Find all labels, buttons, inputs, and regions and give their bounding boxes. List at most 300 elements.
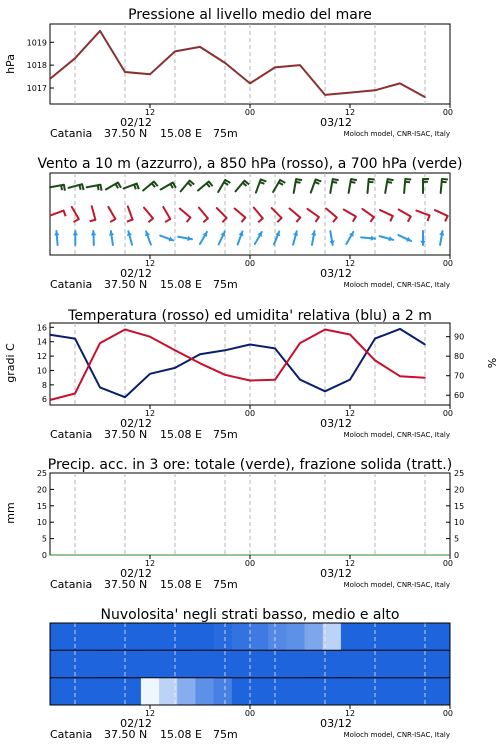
temperature-line-point — [49, 399, 51, 401]
location-elev: 75m — [213, 578, 238, 591]
pressure-frame — [50, 24, 450, 104]
cloud-cell — [377, 678, 396, 706]
wind-xticks — [145, 255, 453, 268]
wind-arrow-head — [371, 236, 375, 241]
precip-ytick-right-label: 20 — [454, 485, 465, 495]
location-lon: 15.08 E — [160, 428, 202, 441]
wind-barb — [332, 182, 337, 183]
location-elev: 75m — [213, 728, 238, 741]
wind-arrow-shaft — [272, 208, 282, 218]
model-credit: Moloch model, CNR-ISAC, Italy — [343, 581, 450, 589]
date-label: 03/12 — [320, 417, 352, 430]
cloud-cell — [432, 678, 451, 706]
humidity-line-point — [74, 338, 76, 340]
wind-barb — [170, 184, 173, 188]
wind-barb — [387, 182, 392, 183]
precip-xticks — [145, 555, 453, 568]
pressure-line — [50, 31, 425, 97]
wind-barb — [445, 216, 448, 221]
cloud-cell — [232, 623, 251, 651]
cloud-cell — [341, 623, 360, 651]
temperature-xticks — [145, 405, 453, 418]
location-elev: 75m — [213, 127, 238, 140]
x-tick-label: 12 — [344, 259, 356, 268]
location-name: Catania — [50, 728, 93, 741]
humidity-line-point — [224, 350, 226, 352]
wind-arrow-shaft — [199, 208, 208, 219]
wind-barb — [260, 182, 265, 184]
humidity-line-point — [199, 353, 201, 355]
wind-barb — [137, 184, 139, 190]
wind-barb — [315, 217, 318, 222]
cloud-cell — [86, 650, 105, 678]
wind-arrow-shaft — [435, 210, 448, 216]
cloud-cell — [177, 623, 196, 651]
cloud-cell — [123, 623, 142, 651]
cloud-cell — [105, 623, 124, 651]
humidity-ytick-label: 70 — [454, 371, 465, 381]
temperature-footer — [50, 417, 450, 441]
cloud-cell — [268, 678, 287, 706]
temperature-line-point — [374, 360, 376, 362]
wind-arrow-head — [54, 231, 59, 235]
wind-barb — [79, 185, 80, 190]
pressure-line-point — [224, 62, 226, 64]
pressure-line-point — [274, 67, 276, 69]
temperature-line-point — [399, 375, 401, 377]
cloud-cell — [286, 623, 305, 651]
x-tick-label: 00 — [244, 108, 256, 117]
wind-barb — [64, 185, 65, 191]
humidity-line-point — [174, 367, 176, 369]
cloud-cell — [268, 650, 287, 678]
wind-arrows — [50, 179, 448, 245]
location-lon: 15.08 E — [160, 278, 202, 291]
pressure-title: Pressione al livello medio del mare — [128, 7, 372, 23]
pressure-panel — [4, 7, 453, 140]
wind-barb — [296, 182, 301, 183]
cloud-title: Nuvolosita' negli strati basso, medio e alto — [100, 607, 400, 623]
temperature-grid — [75, 323, 425, 405]
temperature-line-point — [299, 342, 301, 344]
cloud-cell — [195, 623, 214, 651]
pressure-line-point — [399, 83, 401, 85]
cloud-cell — [323, 678, 342, 706]
precip-yticks — [37, 469, 54, 560]
precip-ytick-right-label: 15 — [454, 501, 465, 511]
x-tick-label: 00 — [442, 409, 453, 418]
wind-barb — [64, 211, 66, 217]
cloud-cell — [50, 623, 69, 651]
temperature-panel — [4, 308, 498, 441]
wind-barb — [224, 182, 228, 185]
cloud-cell — [68, 678, 87, 706]
cloud-cell — [286, 650, 305, 678]
wind-barb — [134, 185, 136, 190]
wind-barb — [390, 216, 393, 221]
wind-barb — [353, 217, 356, 222]
humidity-ytick-label: 60 — [454, 391, 465, 401]
wind-barb — [261, 179, 267, 181]
precip-frame — [50, 473, 450, 555]
pressure-xticks — [145, 104, 453, 117]
wind-barb — [277, 218, 281, 222]
cloud-cell — [377, 623, 396, 651]
cloud-cell — [177, 650, 196, 678]
humidity-ytick-label: 90 — [454, 332, 465, 342]
pressure-line-point — [74, 57, 76, 59]
x-tick-label: 00 — [442, 559, 453, 568]
cloud-cell — [377, 650, 396, 678]
wind-arrow-shaft — [362, 209, 373, 217]
temperature-line-point — [199, 362, 201, 364]
wind-arrow-shaft — [108, 207, 115, 219]
wind-arrow-shaft — [367, 179, 368, 193]
cloud-cell — [68, 623, 87, 651]
wind-barb — [82, 184, 84, 190]
model-credit: Moloch model, CNR-ISAC, Italy — [343, 281, 450, 289]
wind-arrow-shaft — [181, 181, 190, 192]
wind-barb — [405, 179, 411, 180]
cloud-cell — [305, 623, 324, 651]
wind-barb — [296, 217, 300, 222]
humidity-line-point — [49, 334, 51, 336]
cloud-cell — [86, 623, 105, 651]
temperature-line-point — [324, 329, 326, 331]
cloud-cell — [232, 678, 251, 706]
wind-barb — [369, 179, 375, 180]
x-tick-label: 12 — [144, 259, 156, 268]
temperature-line-point — [74, 393, 76, 395]
pressure-line-point — [199, 46, 201, 48]
wind-arrow-shaft — [143, 182, 154, 191]
wind-barb — [428, 215, 430, 221]
cloud-cell — [250, 623, 269, 651]
date-label: 02/12 — [120, 567, 152, 580]
wind-arrow-shaft — [416, 211, 429, 216]
pressure-line-point — [174, 51, 176, 53]
location-lat: 37.50 N — [104, 127, 148, 140]
wind-arrow-shaft — [180, 209, 191, 218]
wind-arrow-shaft — [218, 180, 225, 192]
location-lat: 37.50 N — [104, 278, 148, 291]
temperature-ylabel: gradi C — [4, 343, 17, 383]
pressure-ytick-label: 1019 — [26, 38, 47, 48]
wind-barb — [188, 183, 192, 186]
wind-barb — [203, 218, 208, 222]
wind-arrow-shaft — [307, 209, 318, 217]
wind-barb — [296, 179, 302, 180]
wind-grid — [75, 173, 425, 255]
cloud-cell — [195, 678, 214, 706]
temperature-ytick-label: 12 — [36, 352, 47, 362]
wind-barb — [242, 217, 246, 222]
date-label: 03/12 — [320, 717, 352, 730]
humidity-yticks — [446, 333, 464, 401]
wind-barb — [333, 217, 337, 222]
precip-ytick-right-label: 25 — [454, 469, 465, 478]
temperature-line-point — [424, 377, 426, 379]
cloud-cell — [68, 650, 87, 678]
cloud-cell — [286, 678, 305, 706]
precip-footer — [50, 567, 450, 591]
x-tick-label: 00 — [244, 709, 256, 718]
precip-yticks-right — [446, 469, 464, 560]
wind-barb — [333, 179, 339, 180]
wind-barb — [152, 183, 155, 187]
wind-arrow-shaft — [235, 209, 246, 218]
temperature-series — [49, 328, 426, 401]
pressure-ytick-label: 1018 — [26, 61, 47, 71]
precip-ytick-label: 10 — [36, 518, 47, 528]
cloud-cell — [395, 623, 414, 651]
humidity-ytick-label: 80 — [454, 352, 465, 362]
temperature-frame — [50, 323, 450, 405]
cloud-cell — [105, 650, 124, 678]
humidity-line-point — [399, 328, 401, 330]
date-label: 03/12 — [320, 116, 352, 129]
precip-ytick-label: 25 — [36, 469, 47, 478]
cloud-cell — [414, 678, 433, 706]
wind-barb — [74, 219, 79, 222]
date-label: 03/12 — [320, 567, 352, 580]
precip-ytick-right-label: 10 — [454, 518, 465, 528]
humidity-line-point — [99, 387, 101, 389]
cloud-cell — [341, 650, 360, 678]
wind-panel — [37, 156, 462, 291]
location-name: Catania — [50, 278, 93, 291]
wind-arrow-head — [91, 231, 96, 235]
location-name: Catania — [50, 578, 93, 591]
wind-barb — [100, 185, 101, 191]
x-tick-label: 00 — [442, 259, 453, 268]
cloud-cell — [214, 650, 233, 678]
cloud-cell — [305, 678, 324, 706]
wind-barb — [315, 182, 320, 184]
x-tick-label: 00 — [244, 559, 256, 568]
humidity-line-point — [374, 338, 376, 340]
cloud-cell — [395, 650, 414, 678]
humidity-line-point — [274, 348, 276, 350]
temperature-ytick-label: 16 — [36, 323, 47, 333]
humidity-line-point — [124, 396, 126, 398]
location-name: Catania — [50, 428, 93, 441]
x-tick-label: 00 — [244, 259, 256, 268]
x-tick-label: 12 — [344, 108, 356, 117]
cloud-xticks — [145, 705, 453, 718]
humidity-line-point — [349, 379, 351, 381]
pressure-line-point — [424, 96, 426, 98]
cloud-cell — [395, 678, 414, 706]
humidity-line-point — [299, 379, 301, 381]
location-lat: 37.50 N — [104, 578, 148, 591]
wind-barb — [316, 179, 322, 181]
cloud-cell — [341, 678, 360, 706]
pressure-line-point — [124, 71, 126, 73]
wind-barb — [98, 185, 99, 190]
pressure-line-point — [249, 83, 251, 85]
precip-grid — [75, 473, 425, 555]
cloud-cell — [432, 650, 451, 678]
wind-arrow-shaft — [326, 209, 337, 218]
precip-panel — [4, 457, 464, 591]
location-elev: 75m — [213, 428, 238, 441]
wind-barb — [90, 220, 96, 222]
precip-ytick-label: 20 — [36, 485, 47, 495]
cloud-cell — [105, 678, 124, 706]
wind-barb — [279, 182, 283, 185]
humidity-line-point — [149, 373, 151, 375]
x-tick-label: 12 — [144, 559, 156, 568]
precip-ytick-label: 5 — [41, 534, 47, 544]
cloud-cell — [123, 678, 142, 706]
temperature-line-point — [249, 380, 251, 382]
wind-footer — [50, 267, 450, 291]
humidity-line-point — [249, 344, 251, 346]
wind-barb — [408, 217, 411, 222]
pressure-footer — [50, 116, 450, 140]
wind-barb — [351, 182, 356, 183]
temperature-line-point — [99, 342, 101, 344]
pressure-line-point — [349, 92, 351, 94]
location-lon: 15.08 E — [160, 127, 202, 140]
pressure-series — [49, 30, 426, 98]
x-tick-label: 00 — [442, 709, 453, 718]
location-elev: 75m — [213, 278, 238, 291]
wind-arrow-shaft — [144, 208, 153, 219]
model-credit: Moloch model, CNR-ISAC, Italy — [343, 731, 450, 739]
temperature-line-point — [174, 350, 176, 352]
wind-barb — [243, 183, 247, 186]
date-label: 02/12 — [120, 267, 152, 280]
cloud-cell — [305, 650, 324, 678]
cloud-footer — [50, 717, 450, 741]
x-tick-label: 12 — [344, 559, 356, 568]
wind-barb — [110, 219, 115, 222]
x-tick-label: 12 — [144, 409, 156, 418]
pressure-grid — [75, 24, 425, 104]
temperature-line-point — [274, 379, 276, 381]
location-name: Catania — [50, 127, 93, 140]
pressure-ytick-label: 1017 — [26, 84, 47, 93]
temperature-line-point — [349, 334, 351, 336]
cloud-cell — [432, 623, 451, 651]
wind-barb — [127, 220, 133, 222]
cloud-cell — [414, 623, 433, 651]
temperature-line-point — [124, 329, 126, 331]
temperature-ytick-label: 6 — [41, 395, 47, 405]
date-label: 02/12 — [120, 116, 152, 129]
temperature-ytick-label: 8 — [41, 380, 47, 390]
precip-ytick-right-label: 0 — [454, 551, 460, 560]
cloud-cell — [414, 650, 433, 678]
wind-barb — [187, 217, 191, 222]
pressure-line-point — [149, 73, 151, 75]
temperature-title: Temperatura (rosso) ed umidita' relativa (blu) a 2 m — [68, 308, 432, 324]
temperature-line-point — [149, 336, 151, 338]
humidity-line-point — [324, 391, 326, 393]
x-tick-label: 12 — [344, 709, 356, 718]
pressure-line-point — [374, 89, 376, 91]
wind-barb — [148, 218, 153, 222]
wind-arrow-shaft — [92, 206, 96, 220]
wind-arrow-shaft — [290, 209, 301, 218]
wind-barb — [442, 179, 448, 180]
location-lat: 37.50 N — [104, 428, 148, 441]
wind-title: Vento a 10 m (azzurro), a 850 hPa (rosso), a 700 hPa (verde) — [37, 156, 463, 172]
pressure-line-point — [324, 94, 326, 96]
precip-ytick-right-label: 5 — [454, 534, 460, 544]
cloud-cell — [50, 650, 69, 678]
temperature-ytick-label: 10 — [36, 366, 47, 376]
cloud-cell — [141, 650, 160, 678]
cloud-cell — [141, 678, 160, 706]
temperature-ytick-label: 14 — [36, 337, 47, 347]
cloud-cell — [323, 623, 342, 651]
wind-arrow-shaft — [399, 210, 411, 217]
x-tick-label: 00 — [244, 409, 256, 418]
pressure-ylabel: hPa — [4, 54, 17, 74]
cloud-cell — [323, 650, 342, 678]
cloud-cell — [177, 678, 196, 706]
cloud-cell — [250, 650, 269, 678]
cloud-cell — [141, 623, 160, 651]
model-credit: Moloch model, CNR-ISAC, Italy — [343, 431, 450, 439]
wind-barb — [61, 185, 62, 190]
x-tick-label: 12 — [144, 709, 156, 718]
wind-barb — [388, 179, 394, 180]
cloud-cell — [195, 650, 214, 678]
wind-arrow-shaft — [128, 206, 133, 219]
temperature-line-point — [224, 374, 226, 376]
pressure-line-point — [49, 78, 51, 80]
date-label: 03/12 — [320, 267, 352, 280]
wind-barb — [351, 179, 357, 180]
cloud-cell — [214, 623, 233, 651]
x-tick-label: 12 — [344, 409, 356, 418]
location-lon: 15.08 E — [160, 578, 202, 591]
humidity-ylabel: % — [485, 357, 498, 369]
wind-barb — [116, 184, 119, 188]
pressure-line-point — [99, 30, 101, 32]
cloud-panel — [50, 607, 453, 741]
precip-title: Precip. acc. in 3 ore: totale (verde), frazione solida (tratt.) — [47, 457, 453, 473]
cloud-cell — [214, 678, 233, 706]
pressure-line-point — [299, 64, 301, 66]
cloud-cell — [50, 678, 69, 706]
wind-arrow-shaft — [254, 208, 263, 219]
x-tick-label: 12 — [144, 108, 156, 117]
precip-ylabel: mm — [4, 502, 17, 524]
cloud-cell — [86, 678, 105, 706]
model-credit: Moloch model, CNR-ISAC, Italy — [343, 130, 450, 138]
cloud-cell — [123, 650, 142, 678]
wind-barb — [207, 183, 210, 187]
wind-barb — [258, 218, 263, 222]
precip-ytick-label: 0 — [41, 551, 47, 560]
wind-arrow-shaft — [50, 211, 63, 216]
wind-barb — [370, 217, 373, 222]
wind-arrow-shaft — [236, 181, 245, 192]
date-label: 02/12 — [120, 717, 152, 730]
wind-arrow-shaft — [163, 207, 170, 219]
wind-arrow-shaft — [380, 210, 393, 216]
location-lat: 37.50 N — [104, 728, 148, 741]
precip-ytick-label: 15 — [36, 501, 47, 511]
wind-barb — [165, 219, 170, 222]
cloud-cell — [250, 678, 269, 706]
wind-arrow-shaft — [344, 210, 356, 217]
